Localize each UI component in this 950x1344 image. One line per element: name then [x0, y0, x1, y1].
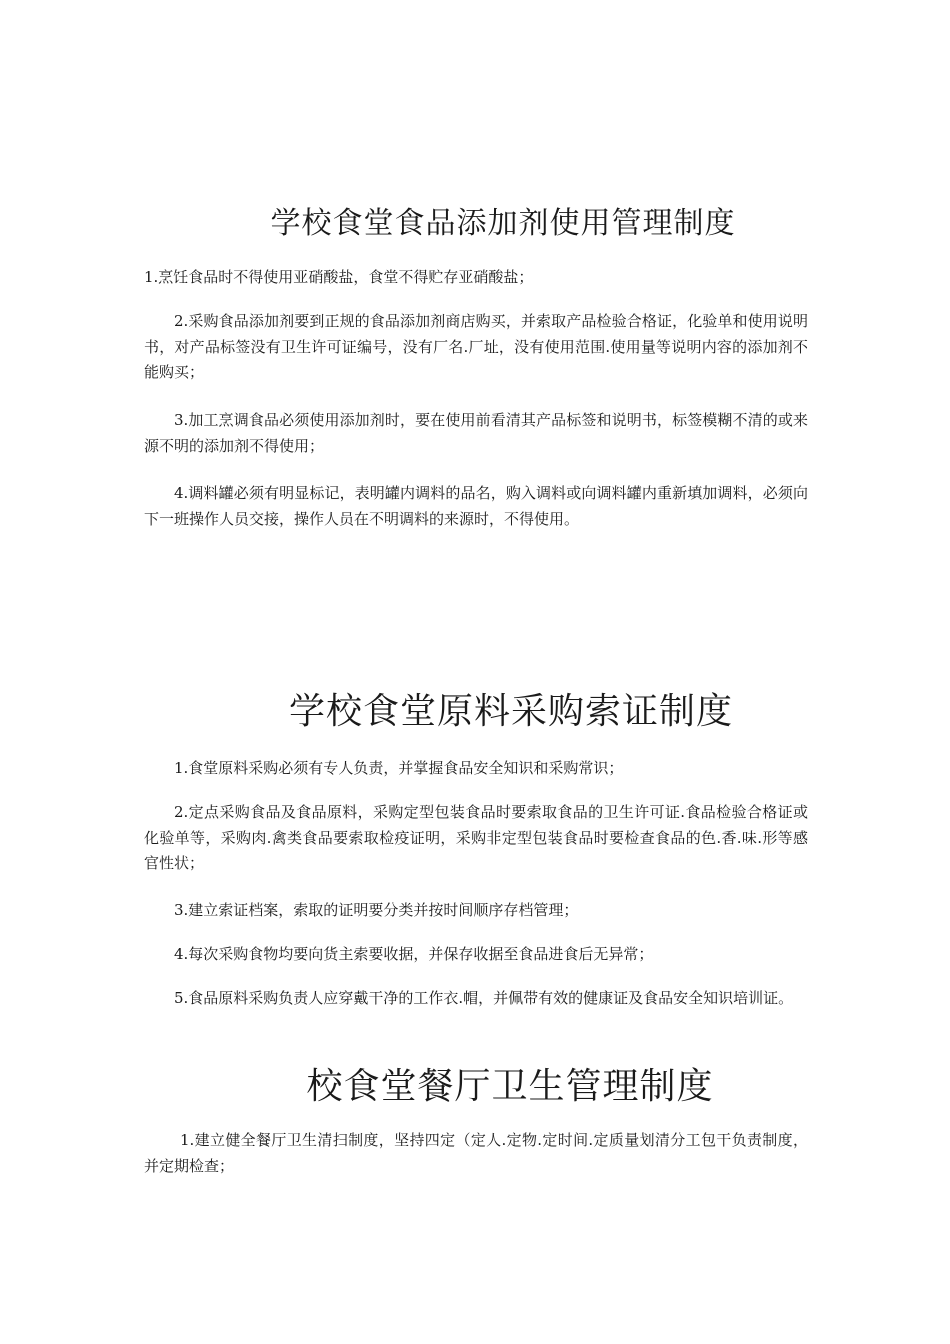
procurement-rule-1: 1.食堂原料采购必须有专人负责，并掌握食品安全知识和采购常识； [174, 759, 624, 777]
procurement-rule-3: 3.建立索证档案，索取的证明要分类并按时间顺序存档管理； [174, 901, 579, 919]
additives-rule-4: 4.调料罐必须有明显标记，表明罐内调料的品名，购入调料或向调料罐内重新填加调料，必须向下一班操作人员交接，操作人员在不明调料的来源时，不得使用。 [144, 484, 808, 528]
additives-rule-3: 3.加工烹调食品必须使用添加剂时，要在使用前看清其产品标签和说明书，标签模糊不清的或来源不明的添加剂不得使用； [144, 411, 808, 455]
section-title-dining-hygiene: 校食堂餐厅卫生管理制度 [306, 1066, 714, 1107]
procurement-rule-5: 5.食品原料采购负责人应穿戴干净的工作衣.帽，并佩带有效的健康证及食品安全知识培训证。 [174, 989, 794, 1007]
section-title-additives: 学校食堂食品添加剂使用管理制度 [270, 206, 736, 241]
dining-hygiene-rule-1: 1.建立健全餐厅卫生清扫制度，坚持四定（定人.定物.定时间.定质量划清分工包干负责制度，并定期检查； [144, 1131, 808, 1175]
additives-rule-2: 2.采购食品添加剂要到正规的食品添加剂商店购买，并索取产品检验合格证，化验单和使用说明书，对产品标签没有卫生许可证编号，没有厂名.厂址，没有使用范围.使用量等说明内容的添加剂不能购买； [144, 312, 808, 381]
procurement-rule-4: 4.每次采购食物均要向货主索要收据，并保存收据至食品进食后无异常； [174, 945, 654, 963]
additives-rule-1: 1.烹饪食品时不得使用亚硝酸盐，食堂不得贮存亚硝酸盐； [144, 268, 534, 286]
procurement-rule-2: 2.定点采购食品及食品原料，采购定型包装食品时要索取食品的卫生许可证.食品检验合格证或化验单等，采购肉.禽类食品要索取检疫证明，采购非定型包装食品时要检查食品的色.香.味.形等感官性状； [144, 803, 808, 872]
section-title-procurement: 学校食堂原料采购索证制度 [288, 691, 733, 732]
